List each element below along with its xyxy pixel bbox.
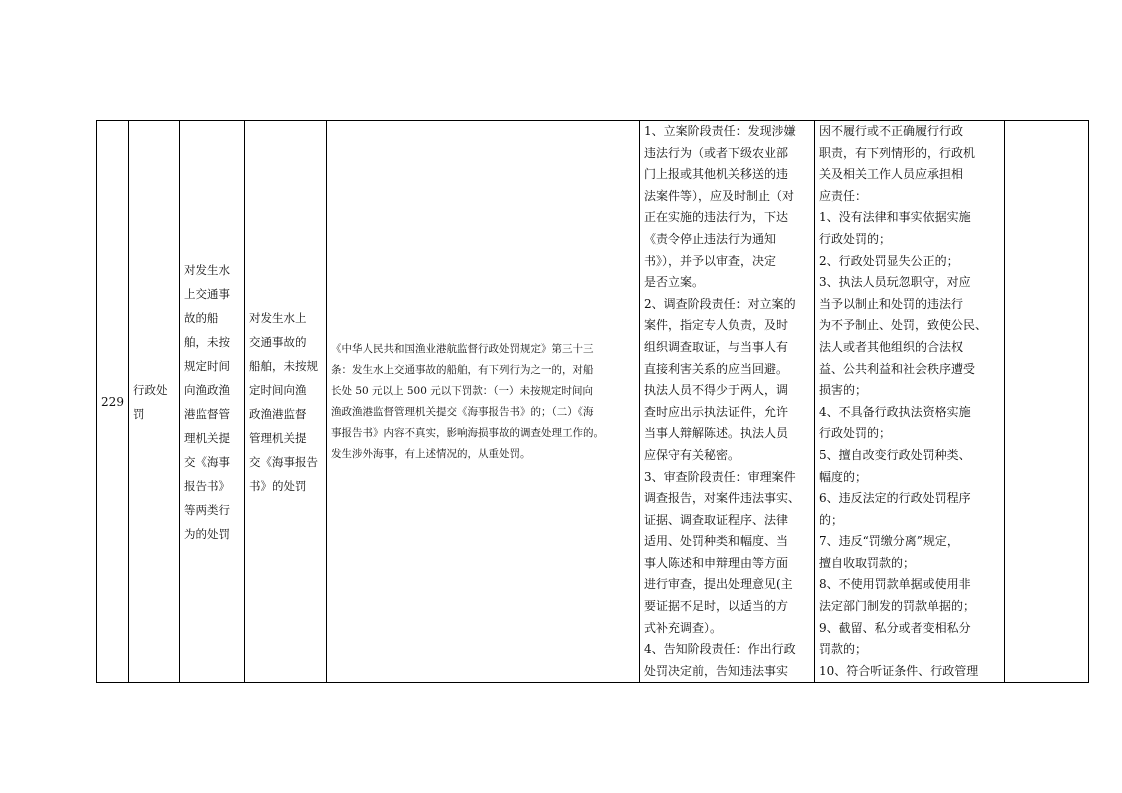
responsibility-line: 应保守有关秘密。 xyxy=(644,447,741,462)
responsibility-line: 是否立案。 xyxy=(644,275,705,290)
accountability-cell xyxy=(815,121,1005,683)
accountability-line: 益、公共利益和社会秩序遭受 xyxy=(819,361,976,376)
legal-basis-line: 事报告书》内容不真实，影响海损事故的调查处理工作的。 xyxy=(331,426,604,439)
legal-basis-cell xyxy=(327,121,640,683)
responsibility-line: 查时应出示执法证件，允许 xyxy=(644,404,789,419)
accountability-line: 当予以制止和处罚的违法行 xyxy=(819,296,964,311)
responsibility-lines xyxy=(644,121,810,682)
responsibility-line: 法案件等），应及时制止（对 xyxy=(644,188,795,203)
accountability-line: 8、不使用罚款单据或使用非 xyxy=(819,577,971,592)
accountability-line: 5、擅自改变行政处罚种类、 xyxy=(819,447,971,462)
legal-basis-line: 发生涉外海事，有上述情况的，从重处罚。 xyxy=(331,447,531,460)
item-name-cell xyxy=(180,121,245,683)
sub-item-lines xyxy=(249,306,322,498)
responsibility-line: 书》），并予以审查，决定 xyxy=(644,253,777,268)
item-name-line: 规定时间 xyxy=(184,358,230,373)
item-name-line: 故的船 xyxy=(184,310,219,325)
accountability-line: 幅度的； xyxy=(819,469,868,484)
accountability-line: 10、符合听证条件、行政管理 xyxy=(819,663,979,678)
item-name-line: 舶，未按 xyxy=(184,334,230,349)
accountability-line: 法定部门制发的罚款单据的； xyxy=(819,599,976,614)
sub-item-line: 定时间向渔 xyxy=(249,382,307,397)
item-name-line: 交《海事 xyxy=(184,454,230,469)
item-name-line: 向渔政渔 xyxy=(184,382,230,397)
item-name-line: 等两类行 xyxy=(184,502,230,517)
responsibility-line: 进行审查，提出处理意见(主 xyxy=(644,577,793,592)
responsibility-line: 2、调查阶段责任：对立案的 xyxy=(644,296,796,311)
responsibility-line: 直接利害关系的应当回避。 xyxy=(644,361,789,376)
accountability-line: 9、截留、私分或者变相私分 xyxy=(819,620,971,635)
remark-cell xyxy=(1005,121,1089,683)
legal-basis-line: 渔政渔港监督管理机关提交《海事报告书》的；（二）《海 xyxy=(331,405,594,418)
responsibility-line: 1、立案阶段责任：发现涉嫌 xyxy=(644,124,796,138)
item-name-line: 上交通事 xyxy=(184,286,230,301)
accountability-line: 擅自收取罚款的； xyxy=(819,555,916,570)
responsibility-line: 式补充调查）。 xyxy=(644,620,723,635)
responsibility-line: 调查报告，对案件违法事实、 xyxy=(644,491,801,506)
power-list-table xyxy=(96,120,1089,683)
table-row xyxy=(97,121,1089,683)
sub-item-line: 政渔港监督 xyxy=(249,406,307,421)
serial-number-cell: 229 xyxy=(97,121,129,683)
legal-basis-line: 《中华人民共和国渔业港航监督行政处罚规定》第三十三 xyxy=(331,342,594,355)
accountability-line: 3、执法人员玩忽职守，对应 xyxy=(819,275,971,290)
sub-item-line: 对发生水上 xyxy=(249,310,307,325)
accountability-line: 关及相关工作人员应承担相 xyxy=(819,167,964,182)
sub-item-line: 交《海事报告 xyxy=(249,454,318,469)
accountability-line: 6、违反法定的行政处罚程序 xyxy=(819,491,971,506)
responsibility-line: 违法行为（或者下级农业部 xyxy=(644,145,789,160)
accountability-line: 职责，有下列情形的，行政机 xyxy=(819,145,976,160)
accountability-lines xyxy=(819,121,1000,682)
sub-item-line: 船舶，未按规 xyxy=(249,358,318,373)
responsibility-line: 证据、调查取证程序、法律 xyxy=(644,512,789,527)
power-type-text: 行政处罚 xyxy=(133,382,168,421)
accountability-line: 行政处罚的； xyxy=(819,426,892,441)
accountability-line: 7、违反“罚缴分离”规定， xyxy=(819,534,959,549)
responsibility-line: 组织调查取证，与当事人有 xyxy=(644,339,789,354)
accountability-line: 2、行政处罚显失公正的； xyxy=(819,253,959,268)
sub-item-line: 交通事故的 xyxy=(249,334,307,349)
item-name-line: 对发生水 xyxy=(184,262,230,277)
responsibility-cell xyxy=(640,121,815,683)
item-name-lines xyxy=(184,258,240,546)
responsibility-line: 3、审查阶段责任：审理案件 xyxy=(644,469,796,484)
responsibility-line: 事人陈述和申辩理由等方面 xyxy=(644,555,789,570)
sub-item-line: 管理机关提 xyxy=(249,430,307,445)
item-name-line: 理机关提 xyxy=(184,430,230,445)
legal-basis-lines xyxy=(331,339,635,465)
accountability-line: 因不履行或不正确履行行政 xyxy=(819,124,964,138)
responsibility-line: 《责令停止违法行为通知 xyxy=(644,231,777,246)
accountability-line: 应责任： xyxy=(819,188,868,203)
responsibility-line: 正在实施的违法行为，下达 xyxy=(644,210,789,225)
responsibility-line: 适用、处罚种类和幅度、当 xyxy=(644,534,789,549)
responsibility-line: 要证据不足时，以适当的方 xyxy=(644,599,789,614)
accountability-line: 为不予制止、处罚，致使公民、 xyxy=(819,318,988,333)
sub-item-line: 书》的处罚 xyxy=(249,478,307,493)
responsibility-line: 4、告知阶段责任：作出行政 xyxy=(644,642,796,657)
responsibility-line: 门上报或其他机关移送的违 xyxy=(644,167,789,182)
accountability-line: 损害的； xyxy=(819,383,868,398)
accountability-line: 行政处罚的； xyxy=(819,231,892,246)
responsibility-line: 案件，指定专人负责，及时 xyxy=(644,318,789,333)
responsibility-line: 执法人员不得少于两人，调 xyxy=(644,383,789,398)
power-type-cell xyxy=(129,121,180,683)
responsibility-line: 处罚决定前，告知违法事实 xyxy=(644,663,789,678)
item-name-line: 为的处罚 xyxy=(184,526,230,541)
accountability-line: 法人或者其他组织的合法权 xyxy=(819,339,964,354)
item-name-line: 港监督管 xyxy=(184,406,230,421)
legal-basis-line: 长处 50 元以上 500 元以下罚款：（一）未按规定时间向 xyxy=(331,384,594,397)
sub-item-cell xyxy=(245,121,327,683)
responsibility-line: 当事人辩解陈述。执法人员 xyxy=(644,426,789,441)
item-name-line: 报告书》 xyxy=(184,478,230,493)
accountability-line: 4、不具备行政执法资格实施 xyxy=(819,404,971,419)
legal-basis-line: 条：发生水上交通事故的船舶，有下列行为之一的，对船 xyxy=(331,363,594,376)
accountability-line: 罚款的； xyxy=(819,642,868,657)
accountability-line: 1、没有法律和事实依据实施 xyxy=(819,210,971,225)
accountability-line: 的； xyxy=(819,512,844,527)
